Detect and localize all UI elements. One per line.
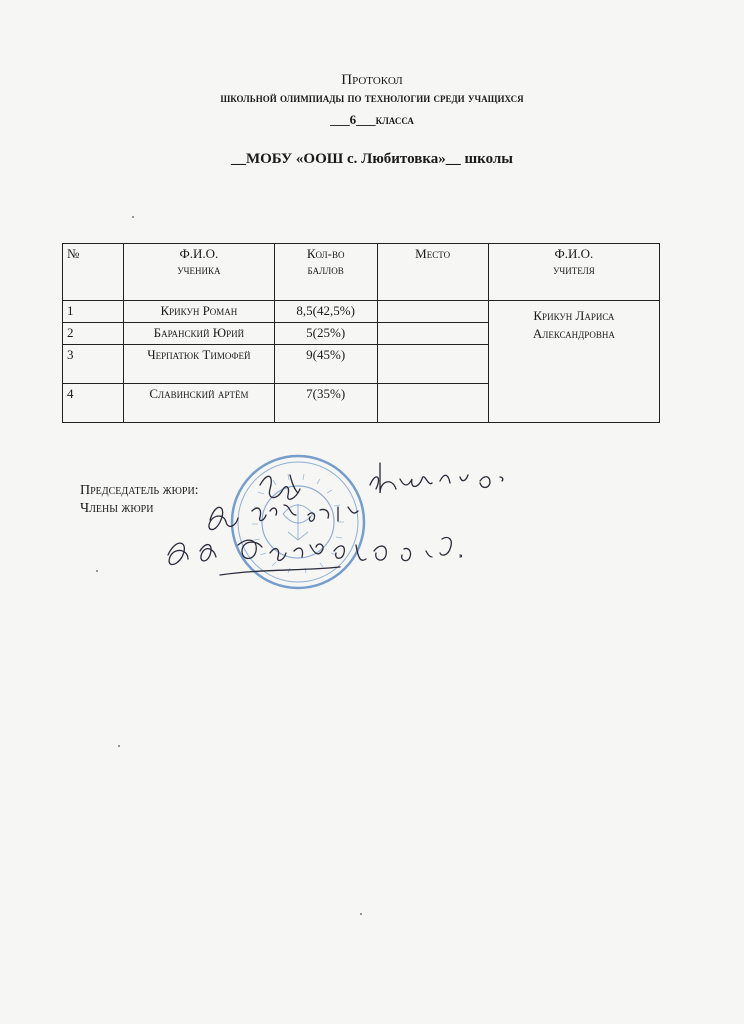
table-row	[63, 301, 660, 323]
teacher-name: Крикун Лариса Александровна	[488, 301, 659, 423]
student-place	[377, 384, 488, 423]
header-num: №	[63, 244, 124, 301]
student-place	[377, 345, 488, 384]
jury-members-label: Члены жюри	[80, 501, 154, 516]
student-name: Крикун Роман	[123, 301, 274, 323]
table-header-row	[63, 244, 660, 301]
handwritten-signatures	[160, 455, 580, 585]
student-name: Славинский артём	[123, 384, 274, 423]
header-score-line1: Кол-во	[306, 246, 345, 261]
speck	[96, 570, 98, 572]
speck	[118, 745, 120, 747]
student-name: Баранский Юрий	[123, 323, 274, 345]
doc-title: Протокол	[341, 72, 403, 88]
student-score: 5(25%)	[274, 323, 377, 345]
speck	[360, 913, 362, 915]
header-place: Место	[377, 244, 488, 301]
speck	[132, 216, 134, 218]
doc-subtitle: школьной олимпиады по технологии среди учащихся	[220, 90, 524, 105]
student-score: 7(35%)	[274, 384, 377, 423]
header-name-line1: Ф.И.О.	[179, 246, 219, 261]
header-score-line2: баллов	[307, 262, 344, 277]
student-name: Черпатюк Тимофей	[123, 345, 274, 384]
school-line: __МОБУ «ООШ с. Любитовка»__ школы	[230, 151, 514, 167]
student-place	[377, 301, 488, 323]
row-num: 2	[63, 323, 124, 345]
header-name-line2: ученика	[177, 262, 221, 277]
student-score: 9(45%)	[274, 345, 377, 384]
header-score	[274, 244, 377, 301]
row-num: 1	[63, 301, 124, 323]
header-teacher-line2: учителя	[553, 262, 595, 277]
student-place	[377, 323, 488, 345]
header-name	[123, 244, 274, 301]
jury-chair-label: Председатель жюри:	[80, 483, 199, 498]
row-num: 4	[63, 384, 124, 423]
class-line: ___6___класса	[330, 112, 414, 127]
row-num: 3	[63, 345, 124, 384]
header-teacher-line1: Ф.И.О.	[554, 246, 594, 261]
results-table	[62, 243, 660, 423]
header-teacher	[488, 244, 659, 301]
student-score: 8,5(42,5%)	[274, 301, 377, 323]
